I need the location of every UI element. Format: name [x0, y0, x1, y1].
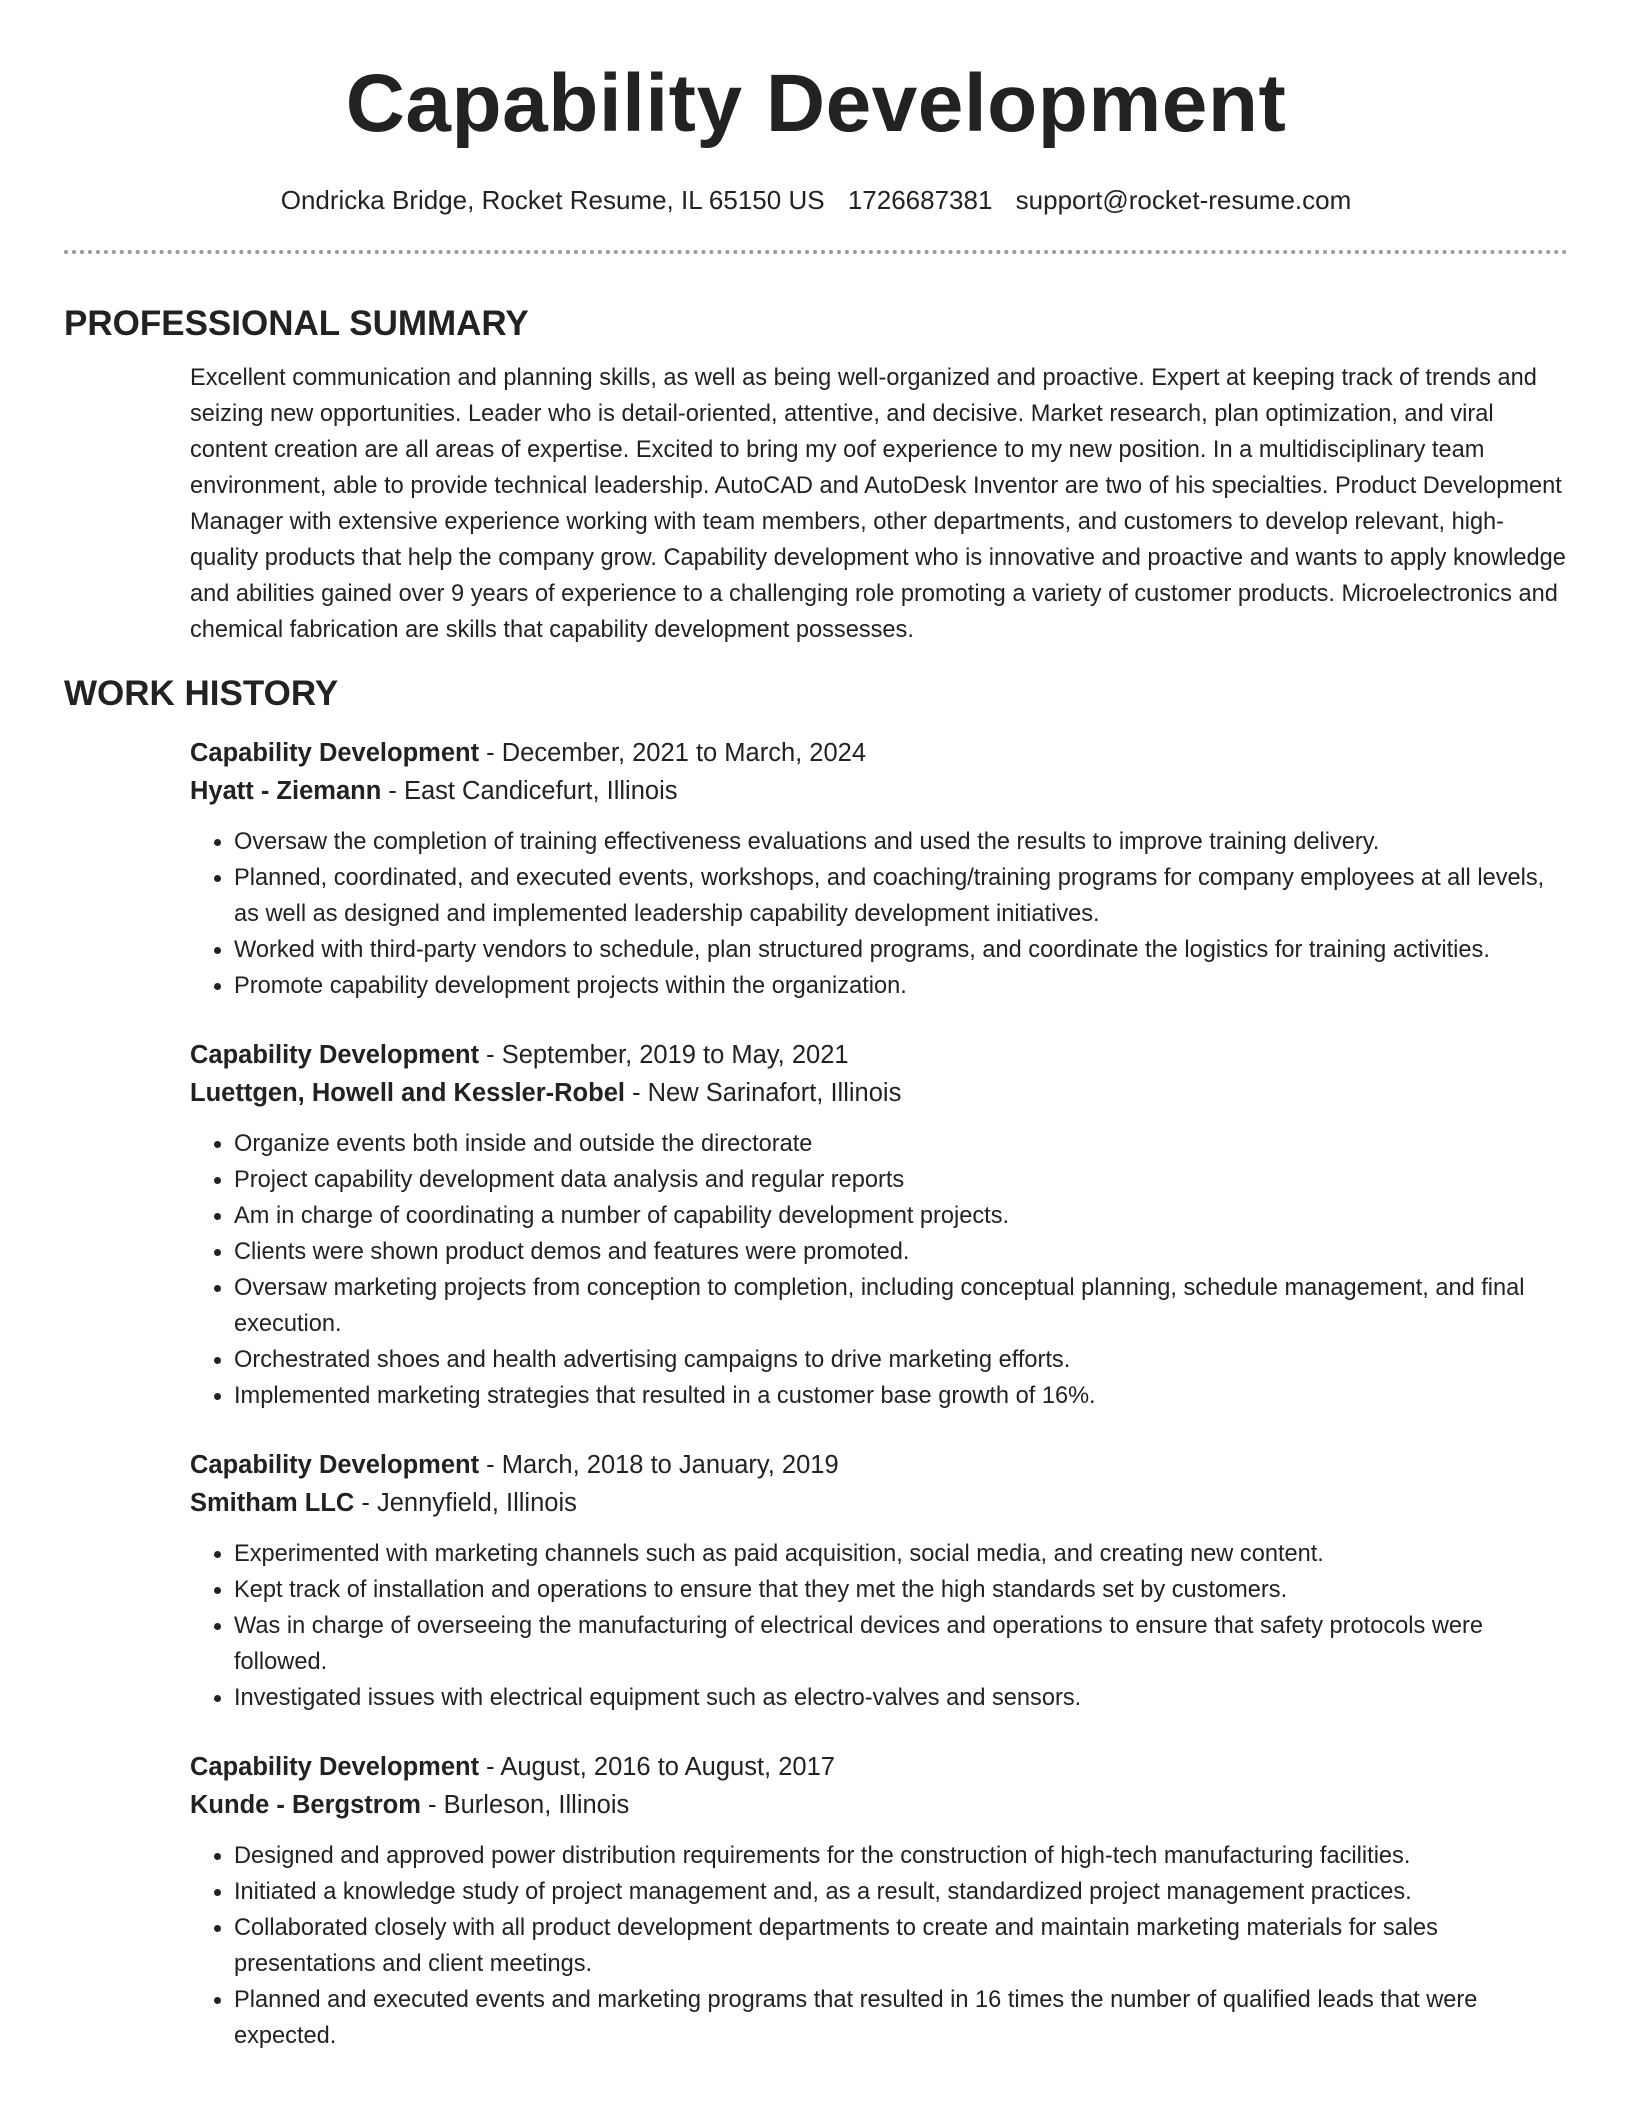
contact-email: support@rocket-resume.com — [1015, 185, 1352, 215]
job-role-line — [190, 1748, 1568, 1786]
job-company-line — [190, 1484, 1568, 1522]
job-bullet: • Investigated issues with electrical equipment such as electro-valves and sensors. — [234, 1680, 1568, 1716]
job-entry — [190, 1748, 1568, 2054]
resume-name: Capability Development — [345, 58, 1287, 149]
job-company: Hyatt - Ziemann — [190, 777, 382, 805]
job-dates: - December, 2021 to March, 2024 — [479, 739, 867, 767]
job-bullet: • Was in charge of overseeing the manufacturing of electrical devices and operations to ensure that safety protocols were followed. — [234, 1608, 1568, 1680]
job-bullet: • Am in charge of coordinating a number of capability development projects. — [234, 1198, 1568, 1234]
job-company: Luettgen, Howell and Kessler-Robel — [190, 1079, 625, 1107]
job-bullet: • Oversaw the completion of training effectiveness evaluations and used the results to improve training delivery. — [234, 824, 1568, 860]
job-bullets — [190, 824, 1568, 1004]
job-bullet: • Kept track of installation and operations to ensure that they met the high standards set by customers. — [234, 1572, 1568, 1608]
job-bullet: • Oversaw marketing projects from conception to completion, including conceptual planning, schedule management, and final execution. — [234, 1270, 1568, 1342]
job-dates: - September, 2019 to May, 2021 — [479, 1041, 849, 1069]
job-bullet: • Experimented with marketing channels such as paid acquisition, social media, and creating new content. — [234, 1536, 1568, 1572]
job-location: - Jennyfield, Illinois — [354, 1489, 577, 1517]
job-role: Capability Development — [190, 1451, 480, 1479]
section-title-work: WORK HISTORY — [64, 674, 339, 713]
job-bullets — [190, 1536, 1568, 1716]
contact-address: Ondricka Bridge, Rocket Resume, IL 65150 US — [280, 185, 825, 215]
job-bullet: • Collaborated closely with all product development departments to create and maintain marketing materials for sales presentations and client meetings. — [234, 1910, 1568, 1982]
job-bullet: • Clients were shown product demos and features were promoted. — [234, 1234, 1568, 1270]
job-entry — [190, 734, 1568, 1004]
job-bullet: • Promote capability development projects within the organization. — [234, 968, 1568, 1004]
job-entry — [190, 1036, 1568, 1414]
job-bullet: • Designed and approved power distribution requirements for the construction of high-tech manufacturing facilities. — [234, 1838, 1568, 1874]
header-divider — [64, 250, 1568, 254]
summary-content — [190, 360, 1568, 648]
job-dates: - March, 2018 to January, 2019 — [479, 1451, 839, 1479]
job-role: Capability Development — [190, 1753, 480, 1781]
job-bullets — [190, 1838, 1568, 2054]
resume-page — [64, 0, 1568, 2054]
job-role-line — [190, 1446, 1568, 1484]
job-bullet: • Project capability development data analysis and regular reports — [234, 1162, 1568, 1198]
work-history-content — [190, 734, 1568, 2054]
job-bullets — [190, 1126, 1568, 1414]
job-role: Capability Development — [190, 739, 480, 767]
job-bullet: • Planned and executed events and marketing programs that resulted in 16 times the number of qualified leads that were expected. — [234, 1982, 1568, 2054]
job-role-line — [190, 1036, 1568, 1074]
job-entry — [190, 1446, 1568, 1716]
job-bullet: • Organize events both inside and outside the directorate — [234, 1126, 1568, 1162]
work-history-section — [64, 672, 1568, 2054]
contact-line — [64, 184, 1568, 216]
contact-phone: 1726687381 — [847, 185, 993, 215]
job-company-line — [190, 772, 1568, 810]
job-company: Smitham LLC — [190, 1489, 355, 1517]
job-bullet: • Planned, coordinated, and executed events, workshops, and coaching/training programs for company employees at all levels, as well as designed and implemented leadership capability development initiatives. — [234, 860, 1568, 932]
job-company: Kunde - Bergstrom — [190, 1791, 421, 1819]
job-location: - Burleson, Illinois — [420, 1791, 630, 1819]
job-role: Capability Development — [190, 1041, 480, 1069]
professional-summary-section — [64, 302, 1568, 648]
job-company-line — [190, 1786, 1568, 1824]
summary-text: Excellent communication and planning skills, as well as being well-organized and proactive. Expert at keeping track of trends and seizing new opportunities. Leader who is detail-oriented, attentive, and decisive. Market research, plan optimization, and viral content creation are all areas of expertise. Excited to bring my oof experience to my new position. In a multidisciplinary team environment, able to provide technical leadership. AutoCAD and AutoDesk Inventor are two of his specialties. Product Development Manager with extensive experience working with team members, other departments, and customers to develop relevant, high-quality products that help the company grow. Capability development who is innovative and proactive and wants to apply knowledge and abilities gained over 9 years of experience to a challenging role promoting a variety of customer products. Microelectronics and chemical fabrication are skills that capability development possesses. — [190, 365, 1566, 643]
job-company-line — [190, 1074, 1568, 1112]
job-role-line — [190, 734, 1568, 772]
job-dates: - August, 2016 to August, 2017 — [479, 1753, 835, 1781]
job-bullet: • Implemented marketing strategies that resulted in a customer base growth of 16%. — [234, 1378, 1568, 1414]
job-bullet: • Initiated a knowledge study of project management and, as a result, standardized project management practices. — [234, 1874, 1568, 1910]
job-bullet: • Worked with third-party vendors to schedule, plan structured programs, and coordinate the logistics for training activities. — [234, 932, 1568, 968]
section-title-summary: PROFESSIONAL SUMMARY — [64, 304, 529, 343]
job-bullet: • Orchestrated shoes and health advertising campaigns to drive marketing efforts. — [234, 1342, 1568, 1378]
job-location: - New Sarinafort, Illinois — [624, 1079, 902, 1107]
job-location: - East Candicefurt, Illinois — [381, 777, 678, 805]
